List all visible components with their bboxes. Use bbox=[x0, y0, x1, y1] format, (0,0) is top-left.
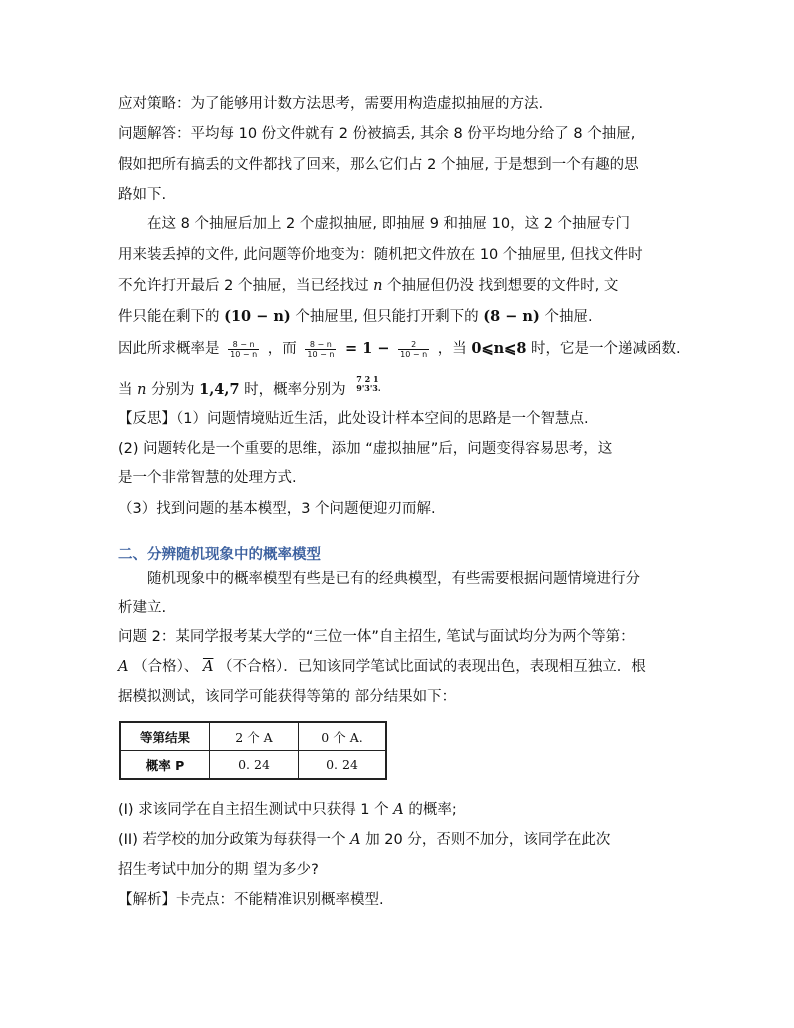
table-row bbox=[120, 751, 386, 780]
math-variable: $\overline{A}$ bbox=[202, 659, 214, 675]
math-expression: 7 2 1 9'3'3. bbox=[356, 374, 381, 393]
math-variable: A bbox=[350, 832, 361, 848]
math-expression: (8 − n) bbox=[483, 308, 540, 325]
text-span: 时，它是一个递减函数. bbox=[531, 341, 681, 357]
paragraph-line: 据模拟测试，该同学可能获得等第的 部分结果如下： bbox=[118, 689, 457, 705]
math-variable: n bbox=[137, 382, 147, 398]
text-span: 个抽屉里, 但只能打开剩下的 bbox=[295, 309, 479, 325]
paragraph-line: 假如把所有搞丢的文件都找了回来，那么它们占 2 个抽屉, 于是想到一个有趣的思 bbox=[118, 157, 639, 173]
fraction: $\frac{8 - n}{10 - n}$ bbox=[307, 339, 335, 359]
paragraph-line: 是一个非常智慧的处理方式. bbox=[118, 470, 297, 486]
paragraph-line: 【解析】卡壳点：不能精准识别概率模型. bbox=[118, 892, 384, 908]
table-cell: 0. 24 bbox=[210, 751, 299, 780]
table-cell: 0. 24 bbox=[299, 751, 387, 780]
text-span: （合格）、 bbox=[133, 659, 199, 675]
text-span: （不合格）．已知该同学笔试比面试的表现出色，表现相互独立．根 bbox=[218, 659, 646, 675]
text-span: 时，概率分别为 bbox=[244, 382, 346, 398]
math-expression: 1,4,7 bbox=[199, 381, 240, 398]
grade-table bbox=[119, 721, 387, 780]
paragraph-line: （3）找到问题的基本模型，3 个问题便迎刃而解. bbox=[118, 501, 436, 517]
math-variable: n bbox=[373, 278, 383, 294]
math-expression: 0⩽n⩽8 bbox=[471, 340, 527, 357]
text-span: 的概率; bbox=[408, 802, 457, 818]
fraction: $\frac{8 - n}{10 - n}$ bbox=[230, 339, 258, 359]
math-variable: A bbox=[393, 802, 404, 818]
paragraph-line: 在这 8 个抽屉后加上 2 个虚拟抽屉, 即抽屉 9 和抽屉 10，这 2 个抽屉专门 bbox=[147, 216, 631, 232]
paragraph-line: 问题 2：某同学报考某大学的“三位一体”自主招生, 笔试与面试均分为两个等第： bbox=[118, 629, 635, 645]
paragraph-line bbox=[118, 339, 681, 359]
paragraph-line bbox=[118, 800, 457, 820]
paragraph-line bbox=[118, 830, 610, 850]
text-span: (II) 若学校的加分政策为每获得一个 bbox=[118, 832, 346, 848]
math-variable: A bbox=[118, 659, 129, 675]
table-cell: 0 个 A. bbox=[299, 722, 387, 751]
paragraph-line: 析建立. bbox=[118, 600, 167, 616]
math-expression: (10 − n) bbox=[224, 308, 291, 325]
text-span: 分别为 bbox=[151, 382, 195, 398]
text-span: 因此所求概率是 bbox=[118, 341, 220, 357]
section-heading: 二、分辨随机现象中的概率模型 bbox=[118, 547, 321, 563]
paragraph-line: 问题解答：平均每 10 份文件就有 2 份被搞丢, 其余 8 份平均地分给了 8 个抽屉, bbox=[118, 126, 636, 142]
text-span: 不允许打开最后 2 个抽屉，当已经找过 bbox=[118, 278, 369, 294]
paragraph-line: 应对策略：为了能够用计数方法思考，需要用构造虚拟抽屉的方法. bbox=[118, 96, 544, 112]
text-span: 个抽屉但仍没 找到想要的文件时, 文 bbox=[387, 278, 619, 294]
text-span: ，而 bbox=[267, 341, 297, 357]
table-cell: 2 个 A bbox=[210, 722, 299, 751]
text-span: 个抽屉. bbox=[544, 309, 593, 325]
text-span: 当 bbox=[118, 382, 133, 398]
text-span: ，当 bbox=[437, 341, 467, 357]
paragraph-line bbox=[118, 375, 387, 400]
paragraph-line bbox=[118, 657, 646, 677]
table-cell: 概率 P bbox=[120, 751, 210, 780]
paragraph-line: 招生考试中加分的期 望为多少? bbox=[118, 862, 319, 878]
text-span: 件只能在剩下的 bbox=[118, 309, 220, 325]
math-expression: = 1 − bbox=[345, 340, 390, 357]
paragraph-line: 随机现象中的概率模型有些是已有的经典模型，有些需要根据问题情境进行分 bbox=[147, 571, 640, 587]
paragraph-line: 用来装丢掉的文件, 此问题等价地变为：随机把文件放在 10 个抽屉里, 但找文件时 bbox=[118, 247, 643, 263]
table-cell: 等第结果 bbox=[120, 722, 210, 751]
paragraph-line: 【反思】（1）问题情境贴近生活，此处设计样本空间的思路是一个智慧点. bbox=[118, 411, 589, 427]
paragraph-line bbox=[118, 307, 593, 327]
text-span: 加 20 分，否则不加分，该同学在此次 bbox=[365, 832, 611, 848]
paragraph-line: 路如下. bbox=[118, 187, 167, 203]
paragraph-line bbox=[118, 276, 618, 296]
table-row bbox=[120, 722, 386, 751]
text-span: (I) 求该同学在自主招生测试中只获得 1 个 bbox=[118, 802, 389, 818]
fraction: $\frac{2}{10 - n}$ bbox=[400, 339, 428, 359]
paragraph-line: (2) 问题转化是一个重要的思维，添加 “虚拟抽屉”后，问题变得容易思考，这 bbox=[118, 441, 613, 457]
